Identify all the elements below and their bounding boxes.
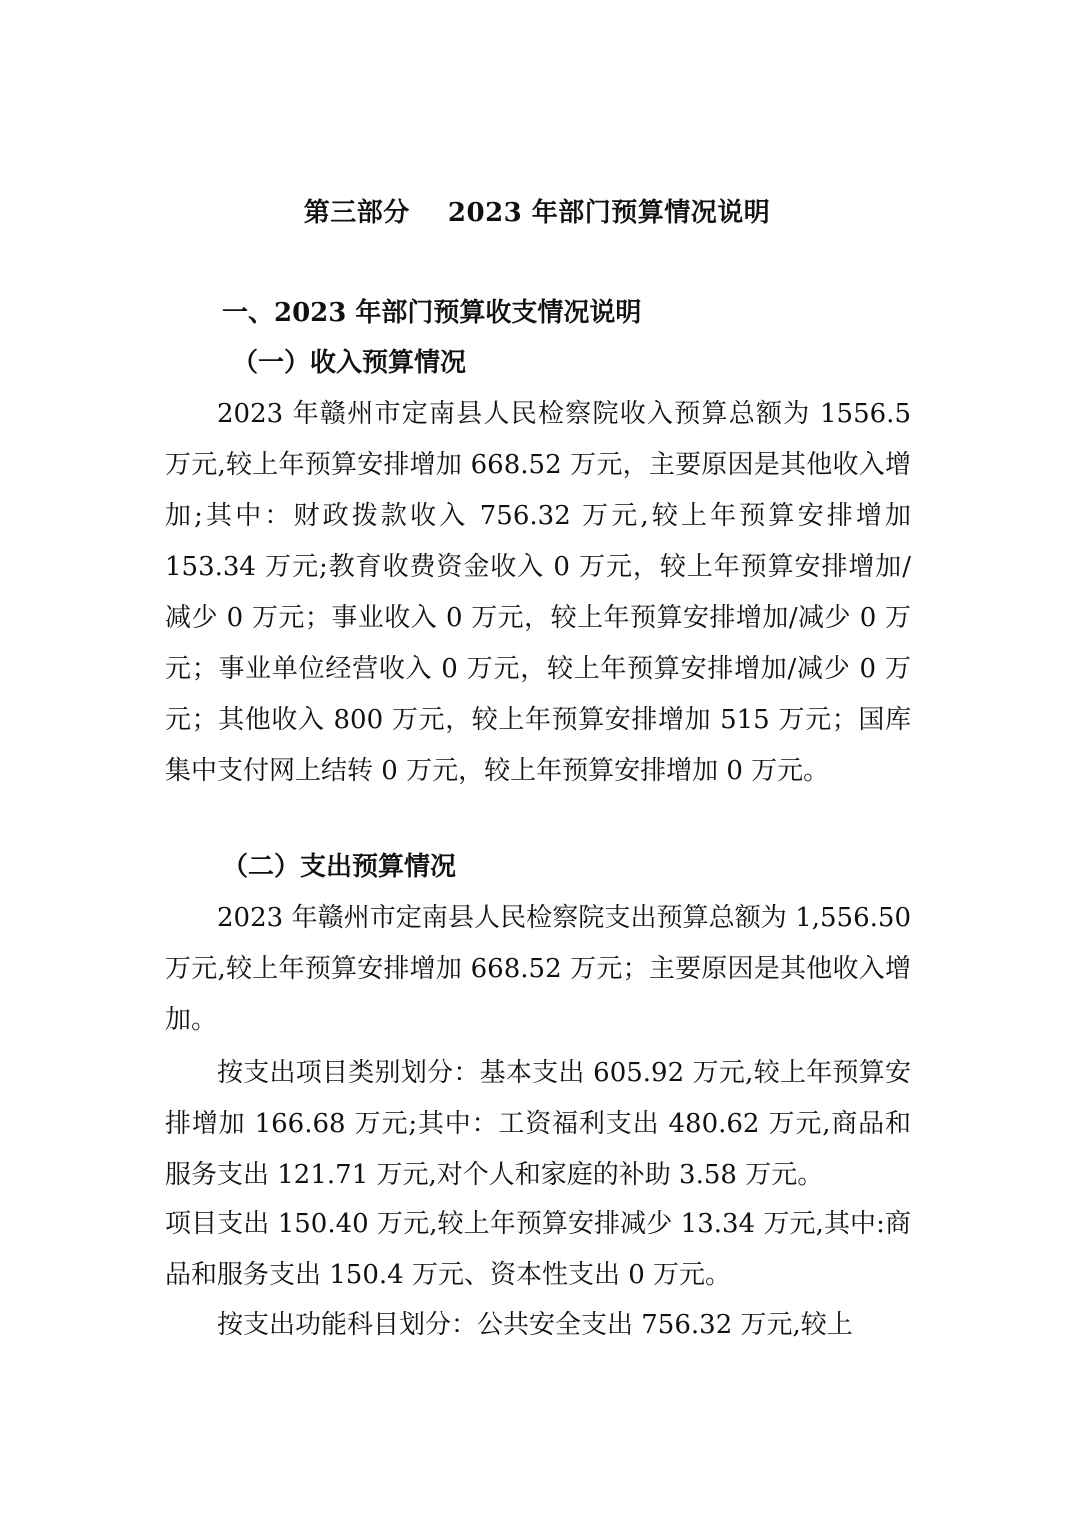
section-heading-budget-overview: 一、2023 年部门预算收支情况说明 xyxy=(222,298,642,328)
expense-paragraph-by-category: 按支出项目类别划分：基本支出 605.92 万元,较上年预算安排增加 166.68 万元;其中：工资福利支出 480.62 万元,商品和服务支出 121.71 万元,对个人和家庭的补助 3.58 万元。 xyxy=(165,1058,911,1190)
page-title: 第三部分 2023 年部门预算情况说明 xyxy=(303,198,771,228)
expense-paragraph-project: 项目支出 150.40 万元,较上年预算安排减少 13.34 万元,其中:商品和服务支出 150.4 万元、资本性支出 0 万元。 xyxy=(165,1209,911,1290)
expense-paragraph-total: 2023 年赣州市定南县人民检察院支出预算总额为 1,556.50 万元,较上年预算安排增加 668.52 万元；主要原因是其他收入增加。 xyxy=(165,903,911,1035)
subsection-heading-expense: （二）支出预算情况 xyxy=(222,852,457,882)
income-paragraph: 2023 年赣州市定南县人民检察院收入预算总额为 1556.5 万元,较上年预算安排增加 668.52 万元，主要原因是其他收入增加;其中：财政拨款收入 756.32 万元,较上年预算安排增加 153.34 万元;教育收费资金收入 0 万元，较上年预算安排增加/减少 0 万元；事业收入 0 万元，较上年预算安排增加/减少 0 万元；事业单位经营收入 0 万元，较上年预算安排增加/减少 0 万元；其他收入 800 万元，较上年预算安排增加 515 万元；国库集中支付网上结转 0 万元，较上年预算安排增加 0 万元。 xyxy=(165,399,911,786)
subsection-heading-income: （一）收入预算情况 xyxy=(232,348,467,378)
expense-paragraph-by-function: 按支出功能科目划分：公共安全支出 756.32 万元,较上 xyxy=(217,1310,853,1340)
